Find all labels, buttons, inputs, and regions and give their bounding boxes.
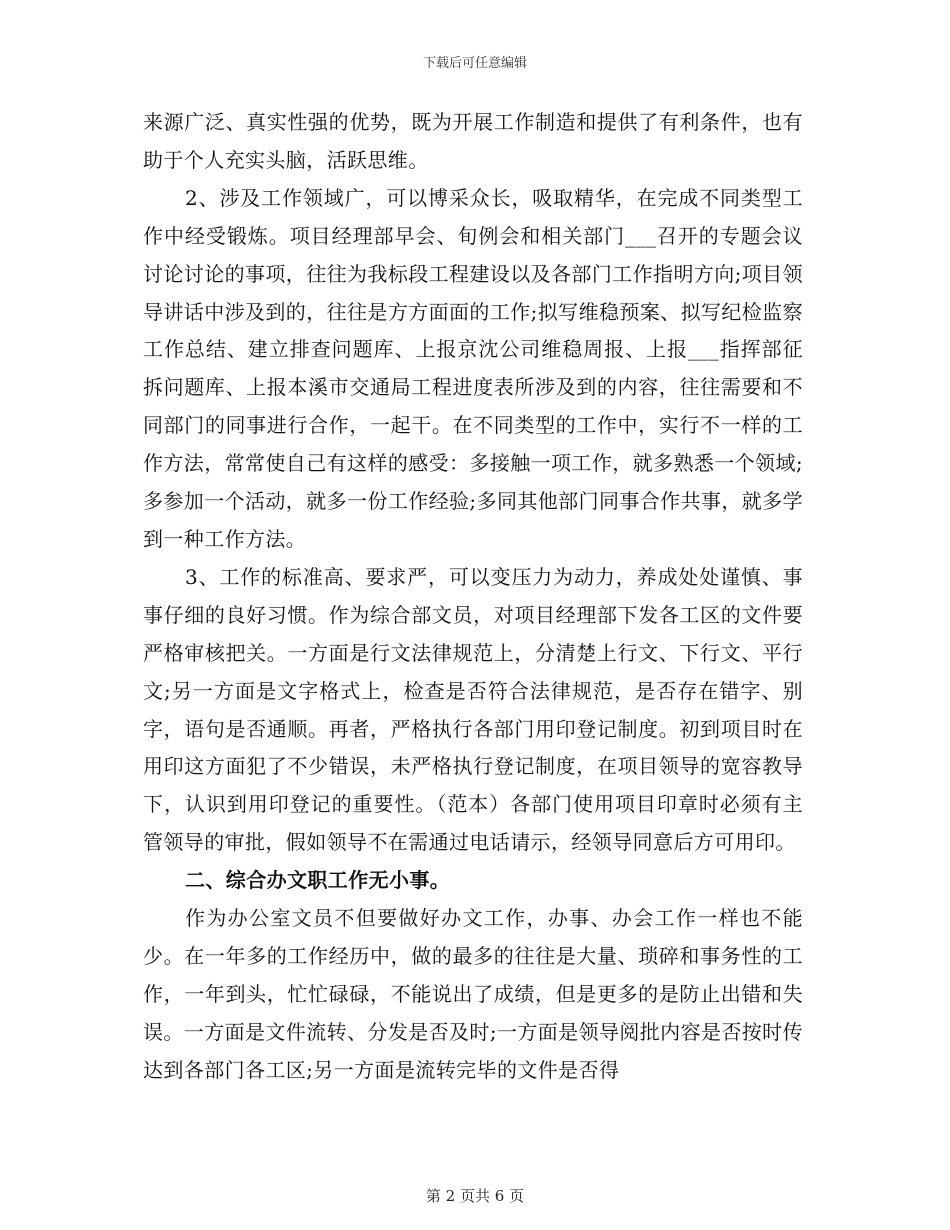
paragraph-1: 来源广泛、真实性强的优势，既为开展工作制造和提供了有利条件，也有助于个人充实头脑，活跃思维。 (143, 110, 803, 172)
paragraph-4: 作为办公室文员不但要做好办文工作，办事、办会工作一样也不能少。在一年多的工作经历中，做的最多的往往是大量、琐碎和事务性的工作，一年到头，忙忙碌碌，不能说出了成绩，但是更多的是防止出错和失误。一方面是文件流转、分发是否及时;一方面是领导阅批内容是否按时传达到各部门各工区;另一方面是流转完毕的文件是否得 (143, 906, 803, 1082)
page-header: 下载后可任意编辑 (422, 56, 527, 71)
page-footer: 第 2 页共 6 页 (425, 1187, 525, 1205)
section-heading: 二、综合办文职工作无小事。 (185, 868, 451, 893)
paragraph-2: 2、涉及工作领域广，可以博采众长，吸取精华，在完成不同类型工作中经受锻炼。项目经理部早会、旬例会和相关部门___召开的专题会议讨论讨论的事项，往往为我标段工程建设以及各部门工作指明方向;项目领导讲话中涉及到的，往往是方方面面的工作;拟写维稳预案、拟写纪检监察工作总结、建立排查问题库、上报京沈公司维稳周报、上报___指挥部征拆问题库、上报本溪市交通局工程进度表所涉及到的内容，往往需要和不同部门的同事进行合作，一起干。在不同类型的工作中，实行不一样的工作方法，常常使自己有这样的感受：多接触一项工作，就多熟悉一个领域;多参加一个活动，就多一份工作经验;多同其他部门同事合作共事，就多学到一种工作方法。 (143, 185, 803, 551)
document-body (143, 104, 803, 1090)
paragraph-3: 3、工作的标准高、要求严，可以变压力为动力，养成处处谨慎、事事仔细的良好习惯。作为综合部文员，对项目经理部下发各工区的文件要严格审核把关。一方面是行文法律规范上，分清楚上行文、下行文、平行文;另一方面是文字格式上，检查是否符合法律规范，是否存在错字、别字，语句是否通顺。再者，严格执行各部门用印登记制度。初到项目时在用印这方面犯了不少错误，未严格执行登记制度，在项目领导的宽容教导下，认识到用印登记的重要性。（范本）各部门使用项目印章时必须有主管领导的审批，假如领导不在需通过电话请示，经领导同意后方可用印。 (143, 564, 803, 855)
